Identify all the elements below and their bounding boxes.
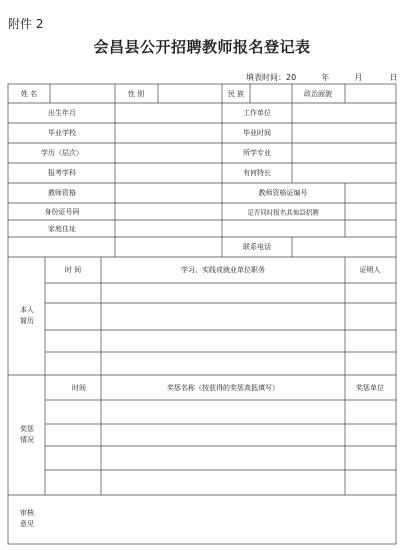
name-field[interactable] <box>51 85 114 102</box>
id-number-label: 身份证号码 <box>44 207 80 216</box>
other-county-application-field[interactable] <box>346 204 395 219</box>
political-status-label: 政治面貌 <box>304 89 332 98</box>
name-label: 姓 名 <box>20 89 38 98</box>
resume-witness-header: 证明人 <box>359 266 381 274</box>
resume-section-title <box>20 305 34 327</box>
fill-time-day: 日 <box>389 73 398 82</box>
ethnicity-field[interactable] <box>251 85 291 102</box>
resume-content-header: 学习、实践或就业单位职务 <box>181 266 265 274</box>
graduate-school-field[interactable] <box>116 124 221 142</box>
applied-subject-label: 报考学科 <box>48 169 76 177</box>
graduation-time-label: 毕业时间 <box>243 129 271 137</box>
certificate-number-field[interactable] <box>346 184 395 202</box>
review-title-line1: 审核 <box>20 509 34 517</box>
work-unit-label: 工作单位 <box>243 109 271 117</box>
fill-time-label: 填表时间：20 <box>246 73 297 82</box>
birth-date-label: 出生年月 <box>48 109 76 117</box>
major-field[interactable] <box>293 144 395 162</box>
review-section-title <box>20 508 34 530</box>
education-level-label: 学历（层次） <box>41 149 83 157</box>
birth-date-field[interactable] <box>116 104 221 122</box>
home-address-label: 家庭住址 <box>48 224 76 233</box>
awards-title-line2: 情况 <box>20 436 34 444</box>
work-unit-field[interactable] <box>293 104 395 122</box>
awards-time-header: 时间 <box>72 383 86 392</box>
fill-time-month: 月 <box>354 73 363 82</box>
resume-title-line2: 简历 <box>20 317 34 325</box>
major-label: 所学专业 <box>243 149 271 157</box>
gender-label: 性 别 <box>127 89 145 98</box>
awards-section-title <box>20 424 34 446</box>
attachment-label: 附件 2 <box>8 17 44 31</box>
gender-field[interactable] <box>159 85 221 102</box>
applied-subject-field[interactable] <box>116 164 221 182</box>
phone-label: 联系电话 <box>243 243 271 251</box>
teacher-qualification-label: 教师资格 <box>48 189 76 197</box>
other-county-application-label: 是否同时报名其他县招聘 <box>247 208 319 216</box>
fill-time-year: 年 <box>321 73 330 82</box>
political-status-field[interactable] <box>346 85 395 102</box>
id-number-field[interactable] <box>116 204 221 219</box>
form-title: 会昌县公开招聘教师报名登记表 <box>93 38 311 56</box>
resume-title-line1: 本人 <box>20 306 34 314</box>
home-address-field[interactable] <box>116 221 221 236</box>
awards-unit-header: 奖惩单位 <box>356 383 384 392</box>
review-opinion-field[interactable] <box>46 496 395 543</box>
ethnicity-label: 民 族 <box>227 89 245 98</box>
resume-time-header: 时 间 <box>64 266 82 274</box>
graduate-school-label: 毕业学校 <box>48 129 76 137</box>
certificate-number-label: 教师资格证编号 <box>258 189 308 197</box>
graduation-time-field[interactable] <box>293 124 395 142</box>
teacher-qualification-field[interactable] <box>116 184 221 202</box>
phone-field[interactable] <box>293 238 395 256</box>
specialty-label: 有何特长 <box>243 169 271 177</box>
awards-title-line1: 奖惩 <box>20 425 34 433</box>
review-title-line2: 意见 <box>20 520 34 528</box>
education-level-field[interactable] <box>116 144 221 162</box>
specialty-field[interactable] <box>293 164 395 182</box>
awards-name-header: 奖惩名称（按获得的奖惩高低填写） <box>167 383 279 392</box>
